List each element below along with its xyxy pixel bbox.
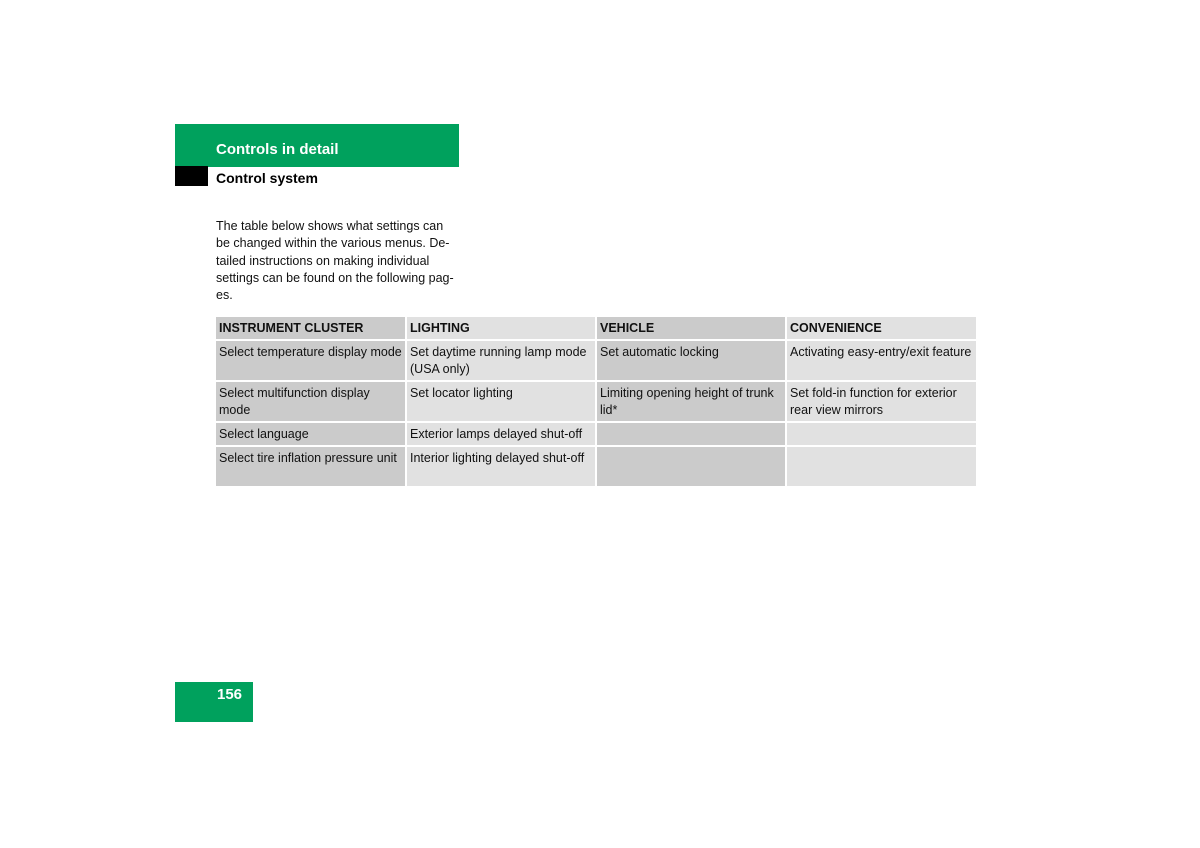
table-cell: Select multifunction display mode [216, 381, 406, 422]
section-marker [175, 166, 208, 186]
table-cell: Set daytime running lamp mode (USA only) [406, 340, 596, 381]
table-cell [596, 422, 786, 446]
table-row [216, 422, 976, 446]
table-cell: Set automatic locking [596, 340, 786, 381]
table-cell [786, 422, 976, 446]
table-cell [786, 446, 976, 487]
header-divider [208, 166, 459, 167]
table-row [216, 446, 976, 487]
column-header-vehicle: VEHICLE [596, 317, 786, 340]
table-cell [596, 446, 786, 487]
column-header-instrument-cluster: INSTRUMENT CLUSTER [216, 317, 406, 340]
intro-line: settings can be found on the following pag- [216, 270, 454, 285]
table-cell: Select language [216, 422, 406, 446]
intro-paragraph [216, 218, 466, 304]
table-cell: Exterior lamps delayed shut-off [406, 422, 596, 446]
table-cell: Limiting opening height of trunk lid* [596, 381, 786, 422]
intro-line: The table below shows what settings can [216, 219, 444, 233]
table-cell: Activating easy-entry/exit feature [786, 340, 976, 381]
table-cell: Set fold-in function for exterior rear view mirrors [786, 381, 976, 422]
table-cell: Select temperature display mode [216, 340, 406, 381]
intro-line: es. [216, 288, 233, 303]
table-row [216, 340, 976, 381]
table-cell: Select tire inflation pressure unit [216, 446, 406, 487]
column-header-convenience: CONVENIENCE [786, 317, 976, 340]
section-title: Control system [216, 170, 318, 186]
column-header-lighting: LIGHTING [406, 317, 596, 340]
intro-line: tailed instructions on making individual [216, 253, 430, 268]
settings-table [216, 317, 976, 488]
table-row [216, 381, 976, 422]
table-header-row [216, 317, 976, 340]
table-cell: Interior lighting delayed shut-off [406, 446, 596, 487]
page-number: 156 [217, 686, 243, 703]
intro-line: be changed within the various menus. De- [216, 236, 450, 251]
chapter-title: Controls in detail [216, 141, 339, 158]
table-cell: Set locator lighting [406, 381, 596, 422]
